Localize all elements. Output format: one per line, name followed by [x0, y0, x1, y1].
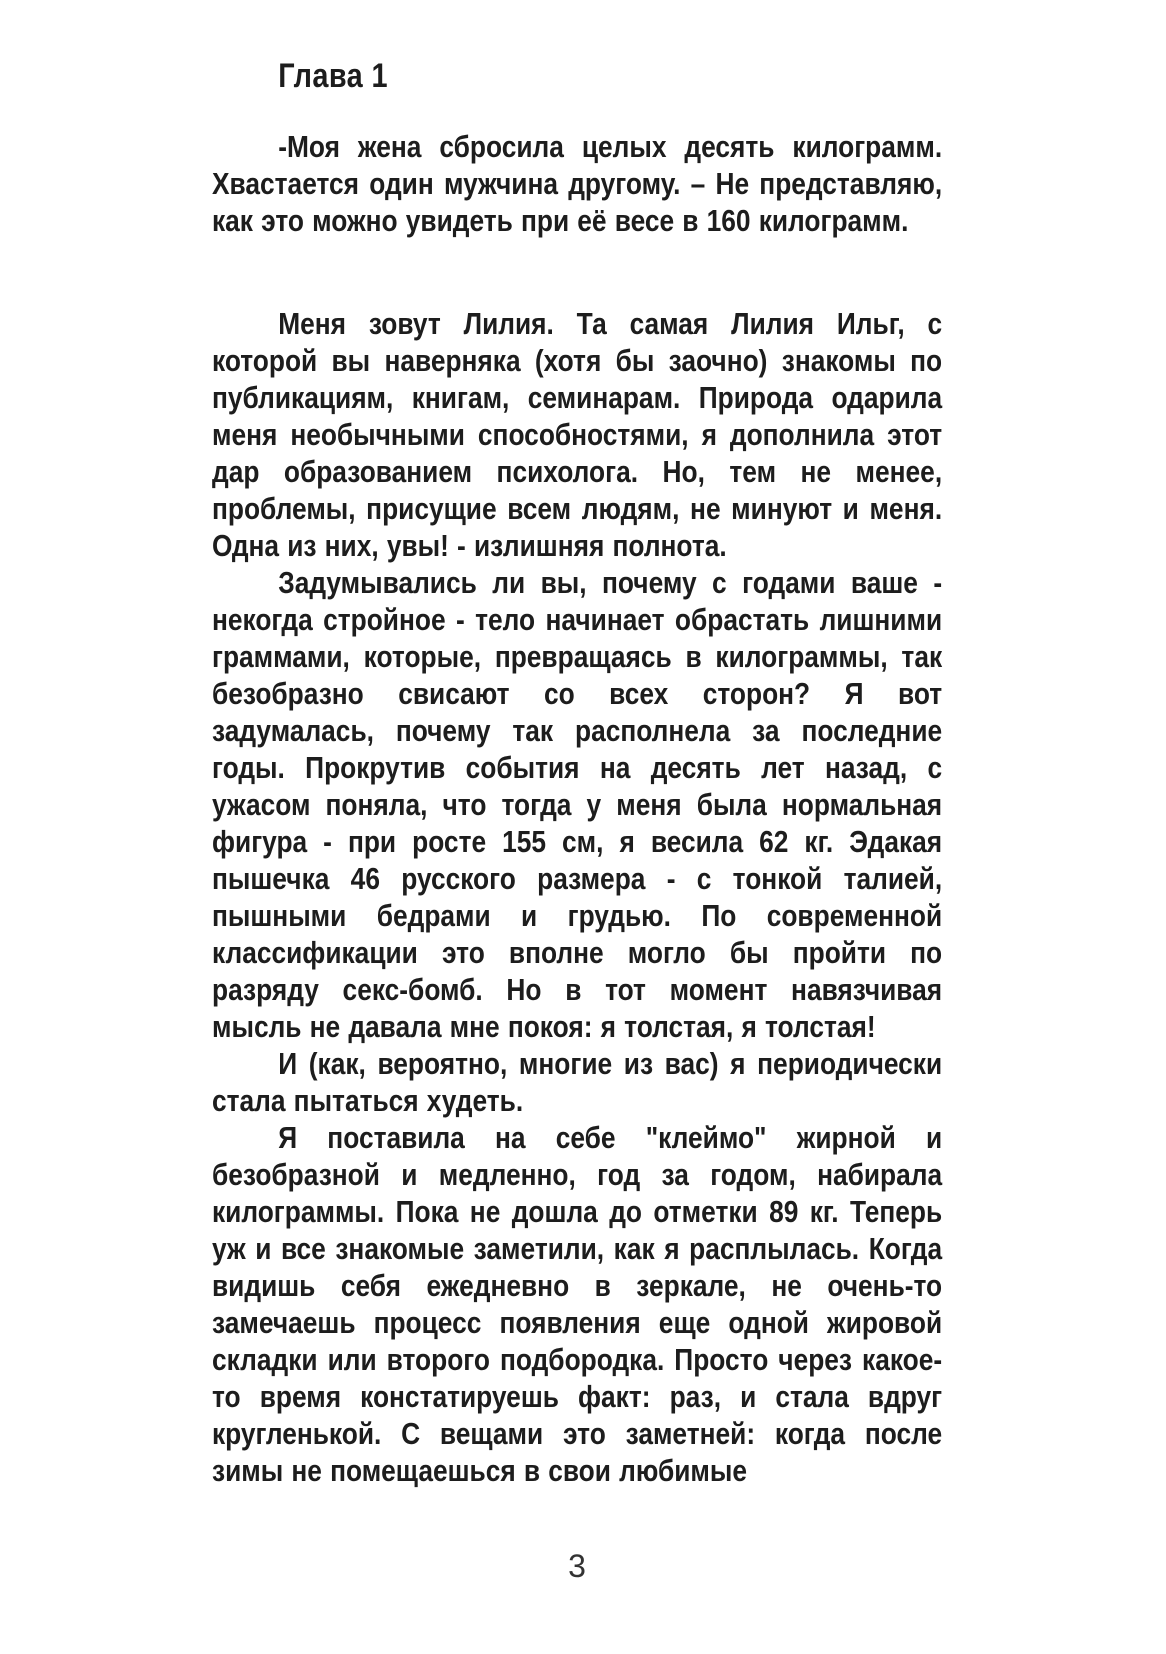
paragraph: И (как, вероятно, многие из вас) я периодически стала пытаться худеть.: [212, 1046, 943, 1118]
page-number: 3: [568, 1548, 586, 1584]
text-block: [212, 56, 942, 1489]
chapter-heading: Глава 1: [278, 57, 389, 95]
paragraph: Я поставила на себе "клеймо" жирной и безобразной и медленно, год за годом, набирала килограммы. Пока не дошла до отметки 89 кг. Теперь уж и все знакомые заметили, как я расплылась. Когда видишь себя ежедневно в зеркале, не очень-то замечаешь процесс появления еще одной жировой складки или второго подбородка. Просто через какое-то время констатируешь факт: раз, и стала вдруг кругленькой. С вещами это заметней: когда после зимы не помещаешься в свои любимые: [212, 1120, 943, 1488]
paragraph-epigraph: -Моя жена сбросила целых десять килограмм. Хвастается один мужчина другому. – Не представляю, как это можно увидеть при её весе в 160 килограмм.: [212, 129, 943, 238]
paragraph: Задумывались ли вы, почему с годами ваше - некогда стройное - тело начинает обрастать лишними граммами, которые, превращаясь в килограммы, так безобразно свисают со всех сторон? Я вот задумалась, почему так располнела за последние годы. Прокрутив события на десять лет назад, с ужасом поняла, что тогда у меня была нормальная фигура - при росте 155 см, я весила 62 кг. Эдакая пышечка 46 русского размера - с тонкой талией, пышными бедрами и грудью. По современной классификации это вполне могло бы пройти по разряду секс-бомб. Но в тот момент навязчивая мысль не давала мне покоя: я толстая, я толстая!: [212, 565, 943, 1044]
paragraph: Меня зовут Лилия. Та самая Лилия Ильг, с которой вы наверняка (хотя бы заочно) знакомы по публикациям, книгам, семинарам. Природа одарила меня необычными способностями, я дополнила этот дар образованием психолога. Но, тем не менее, проблемы, присущие всем людям, не минуют и меня. Одна из них, увы! - излишняя полнота.: [212, 306, 943, 563]
